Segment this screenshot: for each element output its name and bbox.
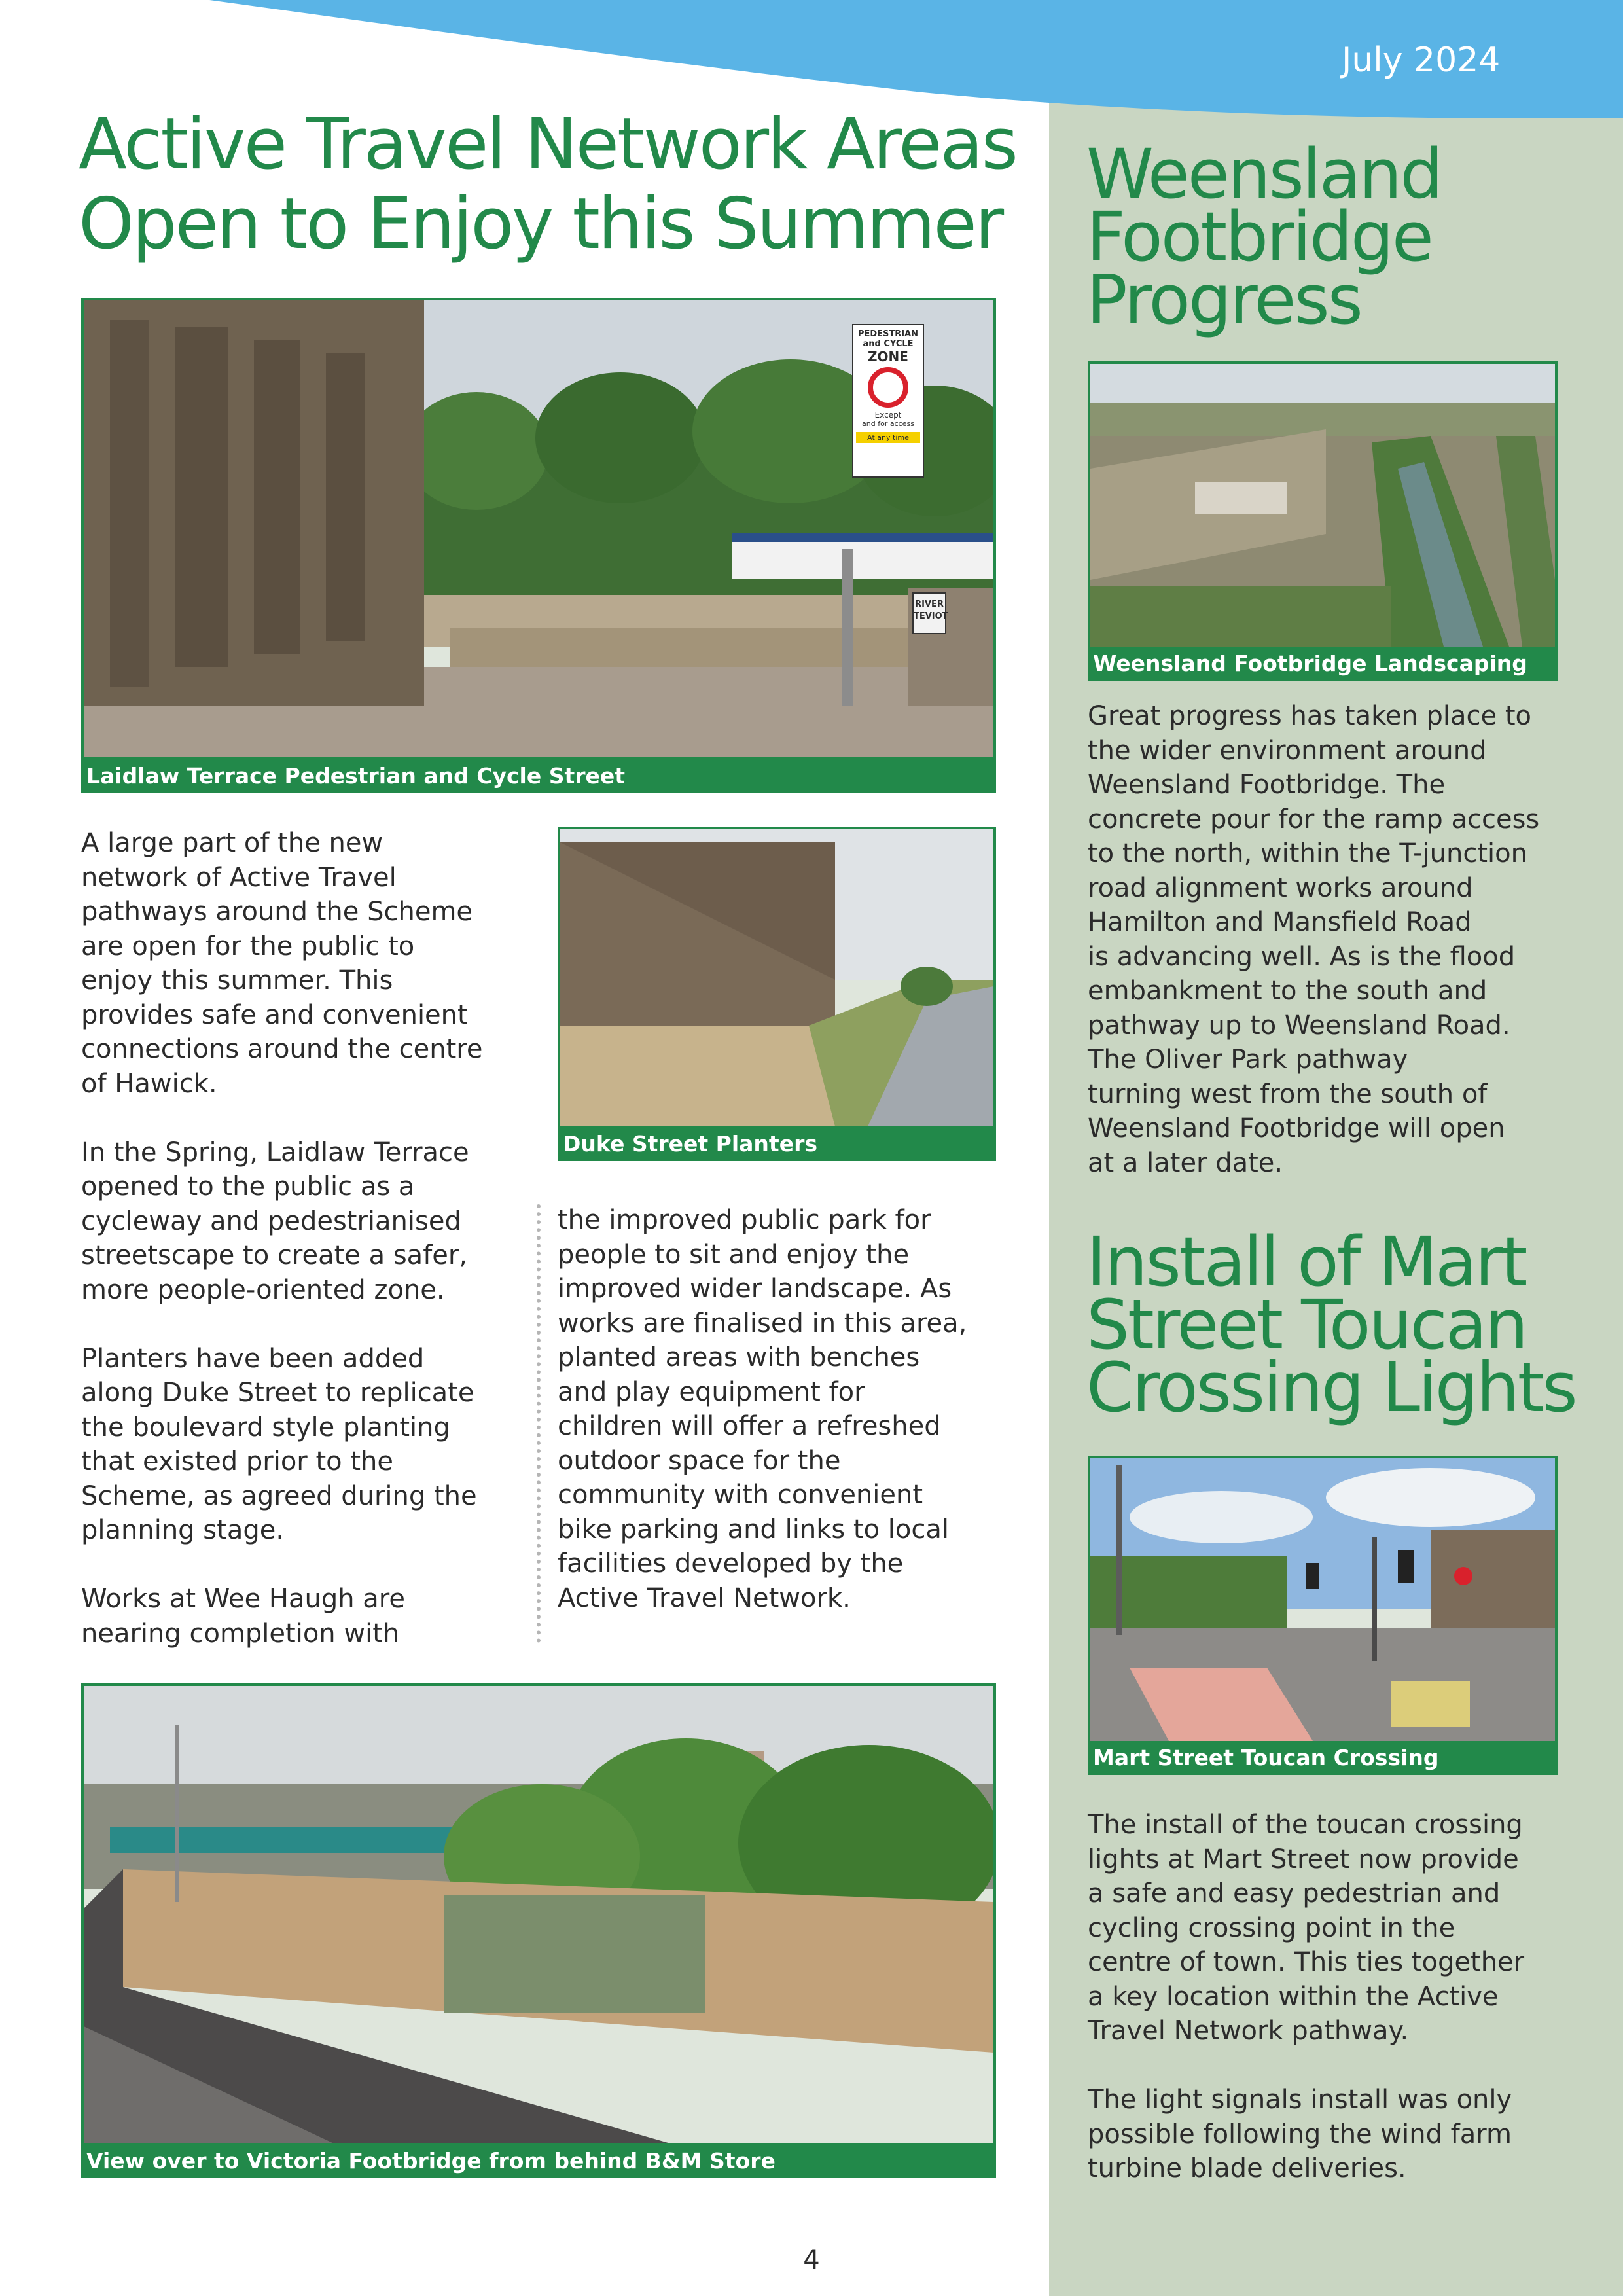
sign-line-2: and CYCLE: [863, 339, 914, 349]
page-number: 4: [803, 2245, 820, 2275]
mart-street-text: The install of the toucan crossing lights at Mart Street now provide a safe and easy pedestrian and cycling crossing point in the centre of town. This ties together a key location within the Active Travel Network pathway. The light signals install was only possible following the wind farm turbine blade deliveries.: [1088, 1810, 1525, 2183]
mart-street-caption: Mart Street Toucan Crossing: [1088, 1741, 1558, 1775]
river-teviot-sign: RIVER TEVIOT: [912, 592, 946, 634]
weensland-text: Great progress has taken place to the wider environment around Weensland Footbridge. The concrete pour for the ramp access to the north, within the T-junction road alignment works around Hamilton and Mansfield Road is advancing well. As is the flood embankment to the south and pathway up to Weensland Road. The Oliver Park pathway turning west from the south of Weensland Footbridge will open at a later date.: [1088, 701, 1540, 1178]
sign-line-3: ZONE: [868, 349, 908, 365]
duke-street-caption: Duke Street Planters: [558, 1127, 996, 1161]
weensland-caption: Weensland Footbridge Landscaping: [1088, 647, 1558, 681]
sign-access: and for access: [862, 420, 914, 428]
sign-line-1: PEDESTRIAN: [857, 329, 919, 339]
victoria-footbridge-caption: View over to Victoria Footbridge from behind B&M Store: [81, 2144, 996, 2178]
laidlaw-terrace-caption: Laidlaw Terrace Pedestrian and Cycle Street: [81, 759, 996, 793]
weensland-footbridge-photo: [1088, 361, 1558, 649]
duke-street-photo: [558, 827, 996, 1129]
column-1-text: A large part of the new network of Active Travel pathways around the Scheme are open for the public to enjoy this summer. This provides safe and convenient connections around the centre of Hawick. In the Spring, Laidlaw Terrace opened to the public as a cycleway and pedestrianised streetscape to create a safer, more people-oriented zone. Planters have been added along Duke Street to replicate the boulevard style planting that existed prior to the Scheme, as agreed during the planning stage. Works at Wee Haugh are nearing completion with: [81, 828, 483, 1649]
column-2-text: the improved public park for people to sit and enjoy the improved wider landscape. As works are finalised in this area, planted areas with benches and play equipment for children will offer a refreshed outdoor space for the community with convenient bike parking and links to local facilities developed by the Active Travel Network.: [558, 1205, 967, 1613]
mart-street-title: Install of Mart Street Toucan Crossing Lights: [1086, 1222, 1576, 1427]
no-vehicles-icon: [868, 367, 908, 408]
sign-except: Except: [874, 410, 902, 420]
pedestrian-zone-sign: [852, 324, 924, 478]
mart-street-crossing-photo: [1088, 1456, 1558, 1744]
page-title: Active Travel Network Areas Open to Enjoy this Summer: [79, 103, 1016, 265]
victoria-footbridge-photo: [81, 1683, 996, 2145]
column-divider: [537, 1204, 541, 1643]
weensland-title: Weensland Footbridge Progress: [1086, 134, 1442, 340]
sign-anytime: At any time: [856, 432, 920, 443]
issue-date: July 2024: [1342, 41, 1501, 80]
